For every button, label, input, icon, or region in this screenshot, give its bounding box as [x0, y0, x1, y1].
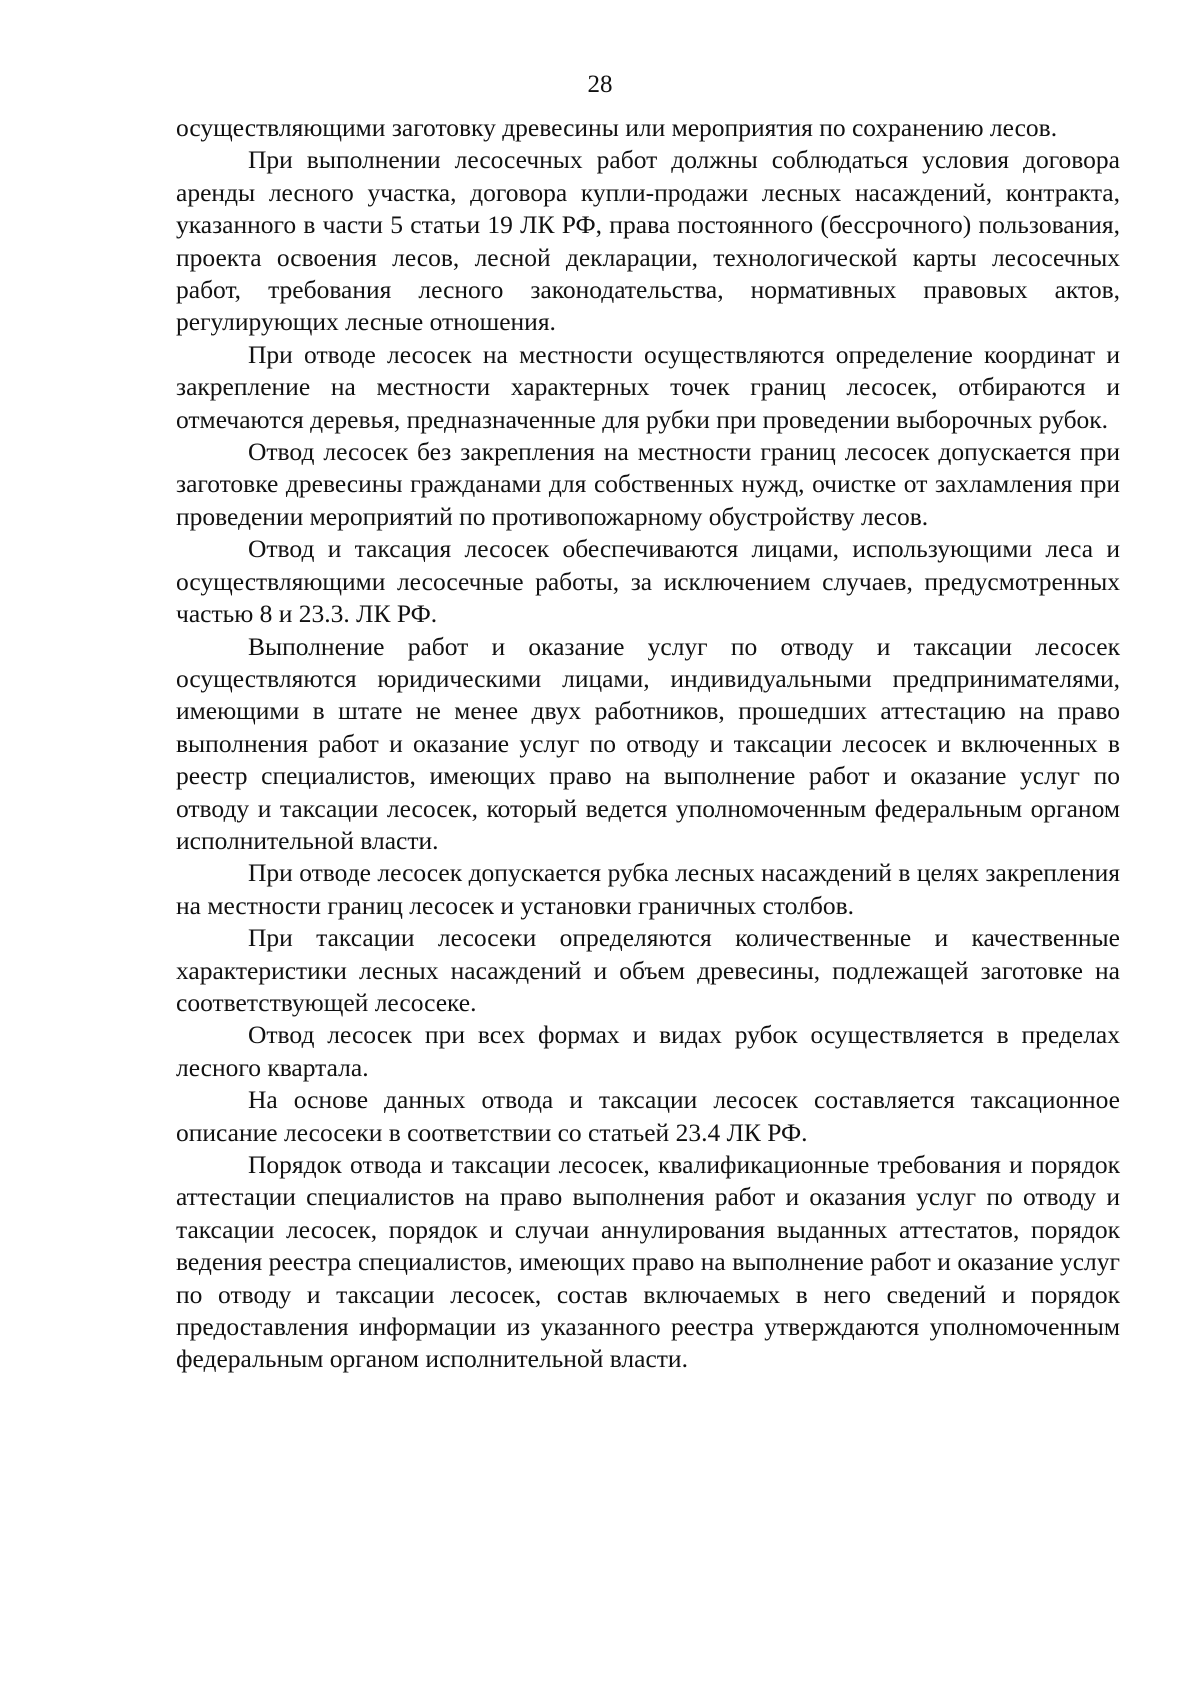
paragraph-allotment-without-marking: Отвод лесосек без закрепления на местности границ лесосек допускается при заготовке древесины гражданами для собственных нужд, очистке от захламления при проведении мероприятий по противопожарному обустройству лесов.: [176, 437, 1120, 531]
page-number: 28: [587, 71, 613, 98]
paragraph-allotment-on-site: При отводе лесосек на местности осуществляются определение координат и закрепление на местности характерных точек границ лесосек, отбираются и отмечаются деревья, предназначенные для рубки при проведении выборочных рубок.: [176, 339, 1120, 434]
document-body: [176, 112, 1120, 1376]
paragraph-taxation-description: На основе данных отвода и таксации лесосек составляется таксационное описание лесосеки в соответствии со статьей 23.4 ЛК РФ.: [176, 1085, 1120, 1147]
paragraph-performers-requirements: Выполнение работ и оказание услуг по отводу и таксации лесосек осуществляются юридическими лицами, индивидуальными предпринимателями, имеющими в штате не менее двух работников, прошедших аттестацию на право выполнения работ и оказание услуг по отводу и таксации лесосек и включенных в реестр специалистов, имеющих право на выполнение работ и оказание услуг по отводу и таксации лесосек, который ведется уполномоченным федеральным органом исполнительной власти.: [176, 631, 1120, 855]
paragraph-procedure-approval: Порядок отвода и таксации лесосек, квалификационные требования и порядок аттестации специалистов на право выполнения работ и оказания услуг по отводу и таксации лесосек, порядок и случаи аннулирования выданных аттестатов, порядок ведения реестра специалистов, имеющих право на выполнение работ и оказание услуг по отводу и таксации лесосек, состав включаемых в него сведений и порядок предоставления информации из указанного реестра утверждаются уполномоченным федеральным органом исполнительной власти.: [176, 1150, 1120, 1374]
paragraph-logging-conditions: При выполнении лесосечных работ должны соблюдаться условия договора аренды лесного участка, договора купли-продажи лесных насаждений, контракта, указанного в части 5 статьи 19 ЛК РФ, права постоянного (бессрочного) пользования, проекта освоения лесов, лесной декларации, технологической карты лесосечных работ, требования лесного законодательства, нормативных правовых актов, регулирующих лесные отношения.: [176, 145, 1120, 337]
paragraph-boundary-felling: При отводе лесосек допускается рубка лесных насаждений в целях закрепления на местности границ лесосек и установки граничных столбов.: [176, 858, 1120, 920]
paragraph-taxation-characteristics: При таксации лесосеки определяются количественные и качественные характеристики лесных насаждений и объем древесины, подлежащей заготовке на соответствующей лесосеке.: [176, 923, 1120, 1017]
paragraph-allotment-responsibility: Отвод и таксация лесосек обеспечиваются лицами, использующими леса и осуществляющими лесосечные работы, за исключением случаев, предусмотренных частью 8 и 23.3. ЛК РФ.: [176, 534, 1120, 629]
paragraph-forest-quarter: Отвод лесосек при всех формах и видах рубок осуществляется в пределах лесного квартала.: [176, 1020, 1120, 1082]
paragraph-continuation: осуществляющими заготовку древесины или мероприятия по сохранению лесов.: [176, 113, 1058, 142]
